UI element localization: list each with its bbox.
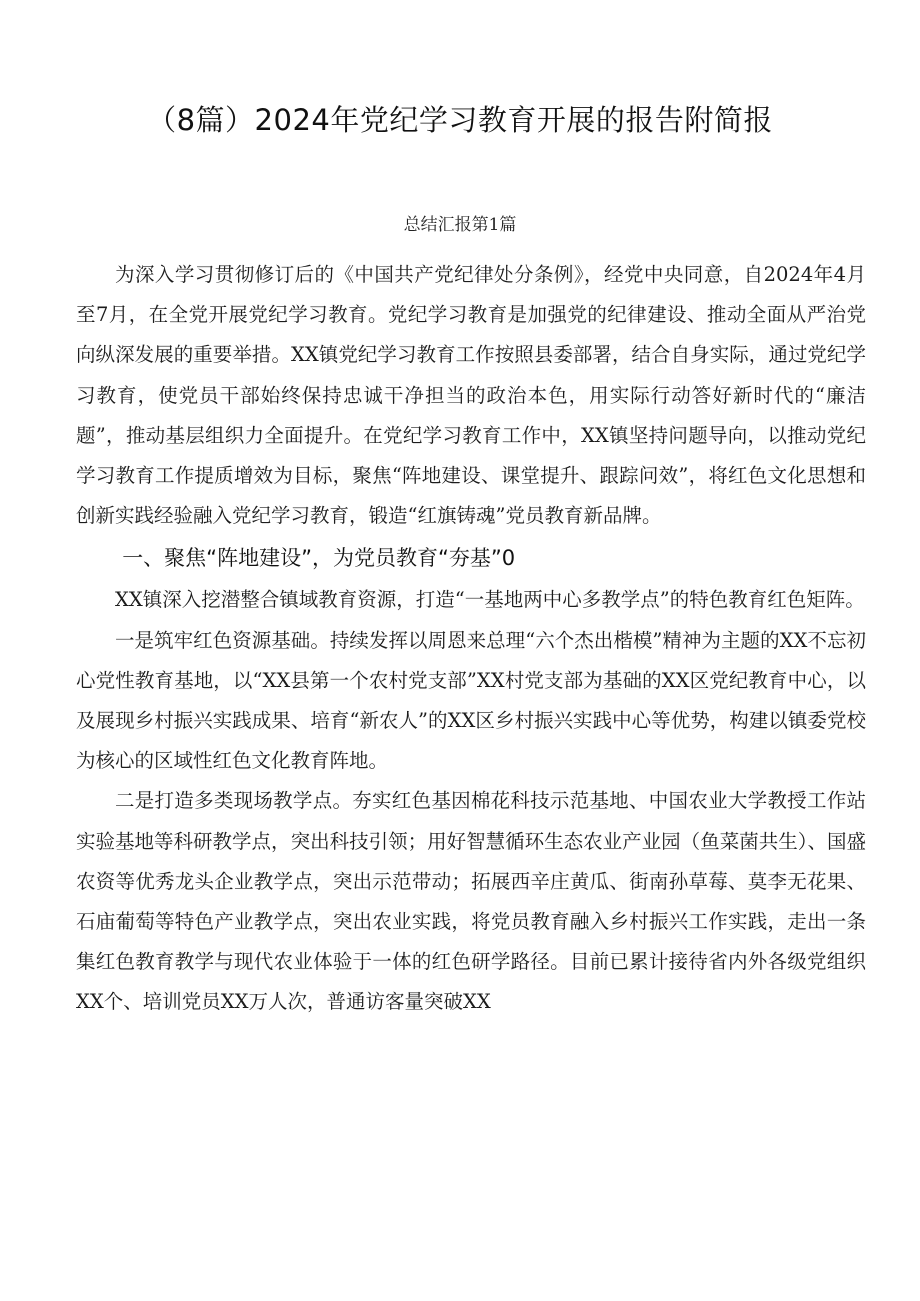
document-title: （8篇）2024年党纪学习教育开展的报告附简报	[147, 103, 773, 137]
body-paragraph: 一是筑牢红色资源基础。持续发挥以周恩来总理“六个杰出楷模”精神为主题的XX不忘初心党性教育基地，以“XX县第一个农村党支部”XX村党支部为基础的XX区党纪教育中心，以及展现乡村振兴实践成果、培育“新农人”的XX区乡村振兴实践中心等优势，构建以镇委党校为核心的区域性红色文化教育阵地。	[76, 628, 866, 773]
body-paragraph: XX镇深入挖潜整合镇域教育资源，打造“一基地两中心多教学点”的特色教育红色矩阵。	[115, 588, 865, 612]
body-paragraph: 二是打造多类现场教学点。夯实红色基因棉花科技示范基地、中国农业大学教授工作站实验基地等科研教学点，突出科技引领；用好智慧循环生态农业产业园（鱼菜菌共生）、国盛农资等优秀龙头企业教学点，突出示范带动；拓展西辛庄黄瓜、街南孙草莓、莫李无花果、石庙葡萄等特色产业教学点，突出农业实践，将党员教育融入乡村振兴工作实践，走出一条集红色教育教学与现代农业体验于一体的红色研学路径。目前已累计接待省内外各级党组织XX个、培训党员XX万人次，普通访客量突破XX	[76, 789, 866, 1014]
section-heading: 一、聚焦“阵地建设”，为党员教育“夯基”0	[122, 546, 516, 571]
document-subtitle: 总结汇报第1篇	[403, 215, 517, 235]
document-body	[76, 255, 866, 1023]
body-paragraph: 为深入学习贯彻修订后的《中国共产党纪律处分条例》，经党中央同意，自2024年4月至7月，在全党开展党纪学习教育。党纪学习教育是加强党的纪律建设、推动全面从严治党向纵深发展的重要举措。XX镇党纪学习教育工作按照县委部署，结合自身实际，通过党纪学习教育，使党员干部始终保持忠诚干净担当的政治本色，用实际行动答好新时代的“廉洁题”，推动基层组织力全面提升。在党纪学习教育工作中，XX镇坚持问题导向，以推动党纪学习教育工作提质增效为目标，聚焦“阵地建设、课堂提升、跟踪问效”，将红色文化思想和创新实践经验融入党纪学习教育，锻造“红旗铸魂”党员教育新品牌。	[76, 263, 866, 528]
